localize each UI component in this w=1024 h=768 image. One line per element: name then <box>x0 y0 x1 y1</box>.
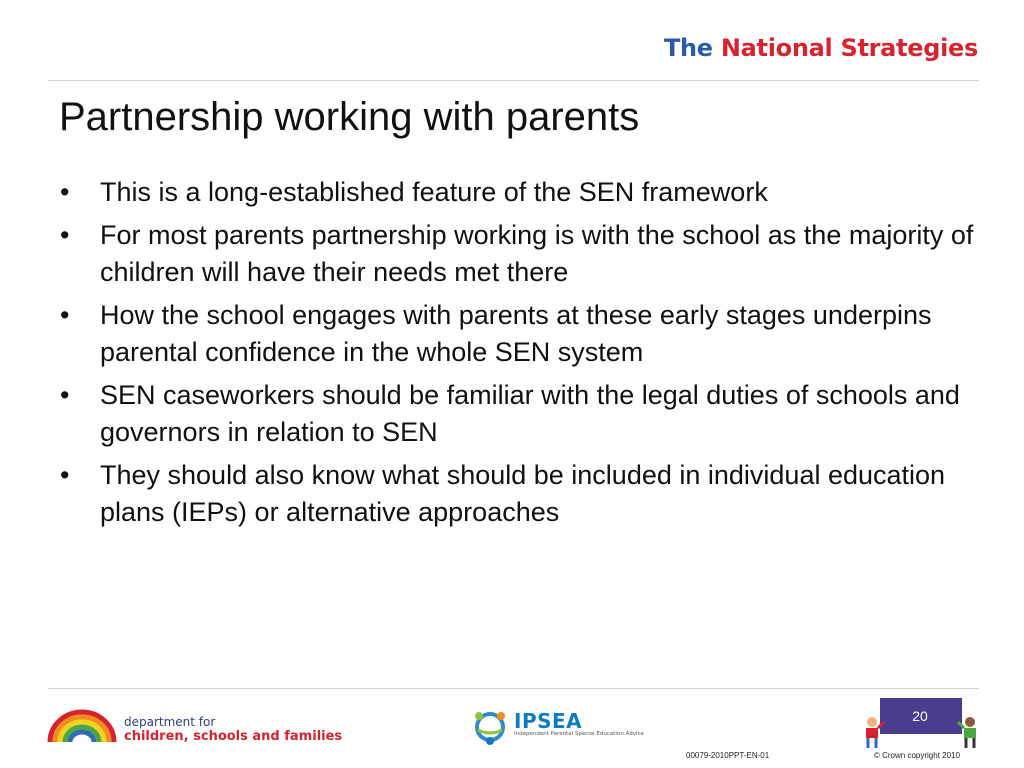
ipsea-logo <box>470 706 670 750</box>
bullet-marker: • <box>60 177 70 207</box>
bullet-marker: • <box>60 220 70 250</box>
copyright-notice: © Crown copyright 2010 <box>874 751 960 760</box>
bullet-list <box>60 174 980 537</box>
ipsea-figures-icon <box>470 706 510 748</box>
bullet-text: They should also know what should be included in individual education plans (IEPs) or alternative approaches <box>100 460 946 527</box>
header-divider <box>48 80 979 81</box>
brand-the: The <box>663 34 713 62</box>
dcsf-logo <box>46 706 343 746</box>
bullet-text: This is a long-established feature of the SEN framework <box>100 177 768 207</box>
bullet-marker: • <box>60 300 70 330</box>
bullet-item <box>60 297 980 371</box>
bullet-item <box>60 174 980 211</box>
bullet-item <box>60 457 980 531</box>
brand-national-strategies: National Strategies <box>720 34 978 62</box>
rainbow-icon <box>46 706 118 746</box>
slide-title: Partnership working with parents <box>59 95 640 139</box>
bullet-item <box>60 377 980 451</box>
bullet-text: For most parents partnership working is with the school as the majority of children will have their needs met there <box>100 220 974 287</box>
dcsf-line1: department for <box>124 715 216 729</box>
bullet-item <box>60 217 980 291</box>
page-number: 20 <box>912 708 928 724</box>
bullet-text: How the school engages with parents at these early stages underpins parental confidence in the whole SEN system <box>100 300 932 367</box>
bullet-text: SEN caseworkers should be familiar with the legal duties of schools and governors in relation to SEN <box>100 380 960 447</box>
dcsf-line2: children, schools and families <box>124 729 343 744</box>
national-strategies-logo <box>664 34 978 62</box>
bullet-marker: • <box>60 460 70 490</box>
ipsea-tagline: Independent Parental Special Education Advice <box>514 731 644 737</box>
ipsea-name: IPSEA <box>514 709 583 733</box>
document-reference: 00079-2010PPT-EN-01 <box>686 751 770 760</box>
children-flag-icon <box>852 696 982 752</box>
page-number-card <box>852 696 982 752</box>
footer-divider <box>48 688 979 689</box>
bullet-marker: • <box>60 380 70 410</box>
